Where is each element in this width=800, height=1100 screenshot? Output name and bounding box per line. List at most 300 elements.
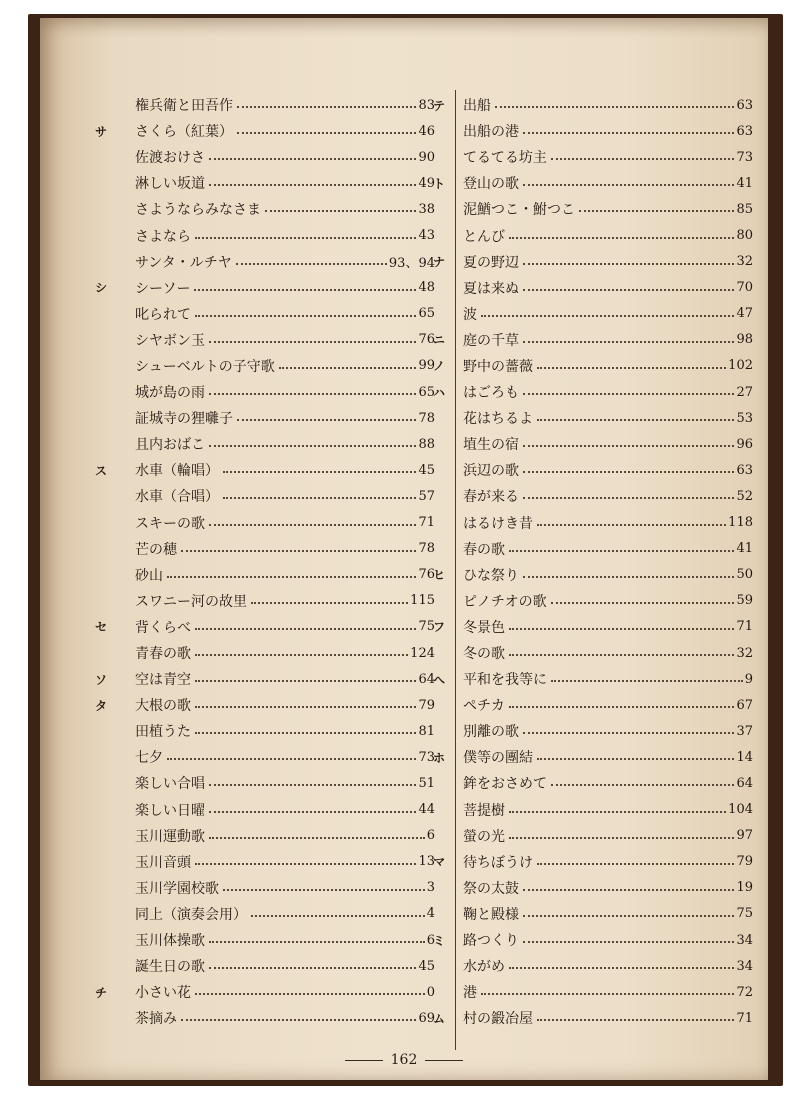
song-title: 僕等の團結 [463, 750, 533, 767]
song-page-number: 73 [418, 749, 435, 765]
dot-leader [551, 680, 743, 682]
song-title: 権兵衛と田吾作 [135, 98, 233, 115]
song-page-number: 52 [736, 488, 753, 504]
dot-leader [167, 576, 416, 578]
song-title: 村の鍛冶屋 [463, 1011, 533, 1028]
song-title: はるけき昔 [463, 515, 533, 532]
section-kana: フ [433, 620, 446, 635]
dot-leader [523, 941, 734, 943]
dot-leader [209, 811, 416, 813]
song-title: シーソー [135, 280, 191, 297]
song-title: 青春の歌 [135, 646, 191, 663]
left-index-column [95, 92, 435, 1031]
dot-leader [181, 1019, 416, 1021]
song-page-number: 51 [418, 775, 435, 791]
index-entry [135, 144, 435, 170]
index-entry [135, 744, 435, 770]
song-page-number: 27 [736, 384, 753, 400]
section-kana: ナ [433, 255, 446, 270]
song-page-number: 41 [736, 541, 753, 557]
song-page-number: 78 [418, 541, 435, 557]
song-title: てるてる坊主 [463, 150, 547, 167]
index-entry [433, 927, 753, 953]
index-entry [135, 901, 435, 927]
dot-leader [523, 289, 734, 291]
song-title: 登山の歌 [463, 176, 519, 193]
index-entry [95, 666, 435, 692]
song-title: 泥鰌つこ・鮒つこ [463, 202, 575, 219]
dot-leader [551, 602, 735, 604]
song-page-number: 9 [744, 671, 753, 687]
section-kana: ハ [433, 385, 446, 400]
index-entry [135, 953, 435, 979]
song-page-number: 63 [736, 123, 753, 139]
song-title: 埴生の宿 [463, 437, 519, 454]
index-entry [95, 118, 435, 144]
song-title: 夏は来ぬ [463, 280, 519, 297]
song-title: 淋しい坂道 [135, 176, 205, 193]
dot-leader [523, 184, 734, 186]
dot-leader [251, 602, 408, 604]
song-page-number: 6 [426, 932, 435, 948]
dot-leader [523, 393, 734, 395]
section-kana: ヒ [433, 568, 446, 583]
dot-leader [236, 263, 387, 265]
dot-leader [209, 393, 416, 395]
dot-leader [209, 941, 425, 943]
index-entry [135, 640, 435, 666]
dot-leader [509, 237, 734, 239]
song-title: 砂山 [135, 567, 163, 584]
song-page-number: 71 [418, 515, 435, 531]
index-entry [463, 953, 753, 979]
index-entry [95, 275, 435, 301]
index-entry [433, 744, 753, 770]
index-entry [433, 327, 753, 353]
index-entry [135, 770, 435, 796]
song-title: シヤボン玉 [135, 332, 205, 349]
index-entry [135, 849, 435, 875]
song-page-number: 53 [736, 410, 753, 426]
section-kana: ミ [433, 933, 446, 948]
section-kana: セ [95, 620, 108, 635]
song-title: スワニー河の故里 [135, 593, 247, 610]
dot-leader [209, 967, 416, 969]
index-entry [463, 640, 753, 666]
dot-leader [237, 419, 416, 421]
dot-leader [223, 889, 425, 891]
dot-leader [195, 863, 416, 865]
index-entry [463, 222, 753, 248]
song-title: はごろも [463, 385, 519, 402]
song-page-number: 72 [736, 984, 753, 1000]
song-title: 七夕 [135, 750, 163, 767]
song-title: 田植うた [135, 724, 191, 741]
index-entry [463, 823, 753, 849]
dot-leader [509, 706, 735, 708]
song-title: 大根の歌 [135, 698, 191, 715]
dot-leader [537, 758, 734, 760]
section-kana: チ [95, 985, 108, 1000]
index-entry [135, 536, 435, 562]
section-kana: テ [433, 98, 446, 113]
song-title: 鞠と殿様 [463, 906, 519, 923]
song-title: 玉川音頭 [135, 854, 191, 871]
song-page-number: 59 [736, 593, 753, 609]
section-kana: ニ [433, 333, 446, 348]
folio-dash-right [425, 1060, 463, 1061]
song-title: ひな祭り [463, 567, 519, 584]
song-page-number: 48 [418, 280, 435, 296]
song-title: 空は青空 [135, 672, 191, 689]
song-title: 路つくり [463, 933, 519, 950]
song-page-number: 99 [418, 358, 435, 374]
song-title: 玉川運動歌 [135, 828, 205, 845]
index-entry [135, 92, 435, 118]
song-title: 春が来る [463, 489, 519, 506]
song-page-number: 93、94 [388, 256, 435, 272]
song-title: 出船 [463, 98, 491, 115]
dot-leader [167, 758, 416, 760]
index-entry [463, 875, 753, 901]
dot-leader [509, 550, 734, 552]
song-page-number: 46 [418, 123, 435, 139]
song-title: 証城寺の狸囃子 [135, 411, 233, 428]
song-title: 玉川体操歌 [135, 933, 205, 950]
song-page-number: 102 [728, 358, 753, 374]
dot-leader [209, 445, 416, 447]
index-entry [433, 353, 753, 379]
index-entry [95, 979, 435, 1005]
song-page-number: 76 [418, 332, 435, 348]
song-page-number: 81 [418, 723, 435, 739]
dot-leader [237, 106, 416, 108]
song-title: 祭の太鼓 [463, 880, 519, 897]
song-page-number: 98 [736, 332, 753, 348]
song-page-number: 47 [736, 306, 753, 322]
song-title: 出船の港 [463, 124, 519, 141]
dot-leader [481, 993, 734, 995]
song-title: 佐渡おけさ [135, 150, 205, 167]
index-entry [135, 222, 435, 248]
song-page-number: 70 [736, 280, 753, 296]
index-entry [135, 379, 435, 405]
dot-leader [195, 237, 416, 239]
song-page-number: 57 [418, 488, 435, 504]
song-title: さくら（紅葉） [135, 124, 233, 141]
section-kana: ス [95, 463, 108, 478]
song-page-number: 32 [736, 254, 753, 270]
index-entry [135, 196, 435, 222]
song-page-number: 76 [418, 567, 435, 583]
index-entry [433, 614, 753, 640]
dot-leader [523, 132, 734, 134]
song-page-number: 73 [736, 149, 753, 165]
song-page-number: 90 [418, 149, 435, 165]
index-entry [135, 301, 435, 327]
dot-leader [523, 445, 734, 447]
song-title: 背くらべ [135, 619, 191, 636]
song-page-number: 13 [418, 854, 435, 870]
index-entry [433, 170, 753, 196]
song-title: サンタ・ルチヤ [135, 254, 232, 271]
song-page-number: 50 [736, 567, 753, 583]
song-page-number: 65 [418, 306, 435, 322]
song-page-number: 19 [736, 880, 753, 896]
song-page-number: 64 [418, 671, 435, 687]
song-page-number: 104 [728, 802, 753, 818]
song-title: 庭の千草 [463, 332, 519, 349]
index-entry [95, 692, 435, 718]
song-page-number: 115 [410, 593, 435, 609]
dot-leader [523, 915, 734, 917]
index-entry [433, 666, 753, 692]
index-entry [433, 1005, 753, 1031]
index-page [40, 18, 768, 1080]
index-entry [463, 901, 753, 927]
index-entry [135, 170, 435, 196]
dot-leader [251, 915, 425, 917]
index-entry [463, 405, 753, 431]
index-entry [433, 249, 753, 275]
index-entry [95, 457, 435, 483]
index-entry [463, 718, 753, 744]
section-kana: タ [95, 698, 108, 713]
song-page-number: 96 [736, 436, 753, 452]
index-entry [135, 327, 435, 353]
dot-leader [537, 419, 734, 421]
song-title: 冬の歌 [463, 646, 505, 663]
dot-leader [209, 158, 416, 160]
song-page-number: 38 [418, 201, 435, 217]
dot-leader [509, 628, 734, 630]
dot-leader [195, 680, 416, 682]
song-title: 水車（輪唱） [135, 463, 219, 480]
index-entry [95, 614, 435, 640]
song-title: 茶摘み [135, 1011, 177, 1028]
dot-leader [523, 732, 734, 734]
song-page-number: 88 [418, 436, 435, 452]
song-page-number: 64 [736, 775, 753, 791]
song-page-number: 3 [426, 880, 435, 896]
dot-leader [509, 654, 734, 656]
song-title: 螢の光 [463, 828, 505, 845]
index-entry [135, 588, 435, 614]
index-entry [463, 536, 753, 562]
song-title: ピノチオの歌 [463, 593, 547, 610]
song-page-number: 14 [736, 749, 753, 765]
index-entry [433, 92, 753, 118]
index-entry [463, 118, 753, 144]
song-page-number: 32 [736, 645, 753, 661]
song-title: 野中の薔薇 [463, 358, 533, 375]
song-title: スキーの歌 [135, 515, 205, 532]
dot-leader [537, 863, 734, 865]
song-page-number: 83 [418, 97, 435, 113]
index-entry [433, 849, 753, 875]
dot-leader [223, 471, 416, 473]
dot-leader [195, 654, 408, 656]
dot-leader [194, 289, 416, 291]
dot-leader [209, 784, 416, 786]
song-page-number: 63 [736, 462, 753, 478]
dot-leader [209, 184, 416, 186]
dot-leader [195, 315, 416, 317]
song-page-number: 6 [426, 828, 435, 844]
dot-leader [523, 889, 734, 891]
song-page-number: 43 [418, 228, 435, 244]
song-title: 同上（演奏会用） [135, 906, 247, 923]
song-page-number: 63 [736, 97, 753, 113]
index-entry [463, 979, 753, 1005]
index-entry [463, 275, 753, 301]
dot-leader [523, 471, 734, 473]
song-page-number: 80 [736, 228, 753, 244]
index-entry [135, 718, 435, 744]
dot-leader [223, 497, 416, 499]
dot-leader [279, 367, 417, 369]
folio-dash-left [345, 1060, 383, 1061]
song-page-number: 71 [736, 619, 753, 635]
index-entry [463, 144, 753, 170]
index-entry [463, 588, 753, 614]
song-title: 花はちるよ [463, 411, 533, 428]
section-kana: サ [95, 124, 108, 139]
index-entry [135, 249, 435, 275]
song-title: 水がめ [463, 959, 505, 976]
index-entry [463, 483, 753, 509]
dot-leader [195, 706, 416, 708]
song-page-number: 45 [418, 958, 435, 974]
dot-leader [551, 158, 735, 160]
section-kana: ム [433, 1011, 446, 1026]
song-page-number: 49 [418, 175, 435, 191]
song-page-number: 79 [736, 854, 753, 870]
index-entry [135, 483, 435, 509]
song-title: シューベルトの子守歌 [135, 358, 275, 375]
dot-leader [265, 210, 416, 212]
song-title: 待ちぼうけ [463, 854, 533, 871]
song-page-number: 75 [418, 619, 435, 635]
song-page-number: 97 [736, 828, 753, 844]
dot-leader [195, 993, 425, 995]
index-entry [463, 797, 753, 823]
song-title: 芒の穂 [135, 541, 177, 558]
dot-leader [209, 524, 416, 526]
index-entry [135, 431, 435, 457]
song-title: 別離の歌 [463, 724, 519, 741]
section-kana: ノ [433, 359, 446, 374]
song-page-number: 0 [426, 984, 435, 1000]
song-title: 春の歌 [463, 541, 505, 558]
section-kana: ソ [95, 672, 108, 687]
dot-leader [523, 263, 734, 265]
dot-leader [551, 784, 734, 786]
index-entry [135, 510, 435, 536]
page-number-footer [40, 1052, 768, 1068]
dot-leader [495, 106, 734, 108]
section-kana: ト [433, 176, 446, 191]
song-page-number: 44 [418, 802, 435, 818]
index-entry [135, 797, 435, 823]
song-title: 楽しい合唱 [135, 776, 205, 793]
dot-leader [195, 732, 416, 734]
dot-leader [481, 315, 734, 317]
song-title: とんび [463, 228, 505, 245]
index-entry [463, 301, 753, 327]
song-page-number: 34 [736, 958, 753, 974]
index-entry [135, 927, 435, 953]
section-kana: へ [433, 672, 446, 687]
index-entry [135, 405, 435, 431]
song-title: 平和を我等に [463, 672, 547, 689]
index-entry [135, 353, 435, 379]
dot-leader [209, 341, 416, 343]
dot-leader [509, 837, 734, 839]
song-page-number: 4 [426, 906, 435, 922]
column-divider [455, 90, 456, 1050]
dot-leader [181, 550, 416, 552]
song-title: ペチカ [463, 698, 505, 715]
song-page-number: 69 [418, 1010, 435, 1026]
song-title: 叱られて [135, 306, 191, 323]
song-page-number: 75 [736, 906, 753, 922]
song-page-number: 79 [418, 697, 435, 713]
right-index-column [433, 92, 753, 1031]
index-entry [463, 196, 753, 222]
song-page-number: 37 [736, 723, 753, 739]
index-entry [463, 510, 753, 536]
dot-leader [537, 524, 726, 526]
song-page-number: 71 [736, 1010, 753, 1026]
song-title: 冬景色 [463, 619, 505, 636]
song-title: さようならみなさま [135, 202, 261, 219]
song-title: 玉川学園校歌 [135, 880, 219, 897]
index-entry [463, 457, 753, 483]
index-entry [135, 1005, 435, 1031]
song-title: 小さい花 [135, 985, 191, 1002]
section-kana: シ [95, 281, 108, 296]
song-page-number: 124 [410, 645, 435, 661]
song-title: 且内おばこ [135, 437, 205, 454]
index-entry [433, 562, 753, 588]
song-page-number: 78 [418, 410, 435, 426]
index-entry [135, 823, 435, 849]
song-page-number: 41 [736, 175, 753, 191]
page-number: 162 [390, 1052, 418, 1068]
dot-leader [509, 967, 734, 969]
section-kana: ホ [433, 750, 446, 765]
song-title: 菩提樹 [463, 802, 505, 819]
song-page-number: 65 [418, 384, 435, 400]
song-page-number: 34 [736, 932, 753, 948]
song-title: 夏の野辺 [463, 254, 519, 271]
dot-leader [209, 837, 425, 839]
dot-leader [537, 1019, 734, 1021]
song-title: 誕生日の歌 [135, 959, 205, 976]
song-title: 水車（合唱） [135, 489, 219, 506]
song-page-number: 67 [736, 697, 753, 713]
dot-leader [237, 132, 416, 134]
song-title: さよなら [135, 228, 191, 245]
dot-leader [579, 210, 734, 212]
index-entry [135, 562, 435, 588]
dot-leader [523, 497, 734, 499]
song-title: 鉾をおさめて [463, 776, 547, 793]
dot-leader [195, 628, 416, 630]
index-entry [463, 692, 753, 718]
song-title: 浜辺の歌 [463, 463, 519, 480]
